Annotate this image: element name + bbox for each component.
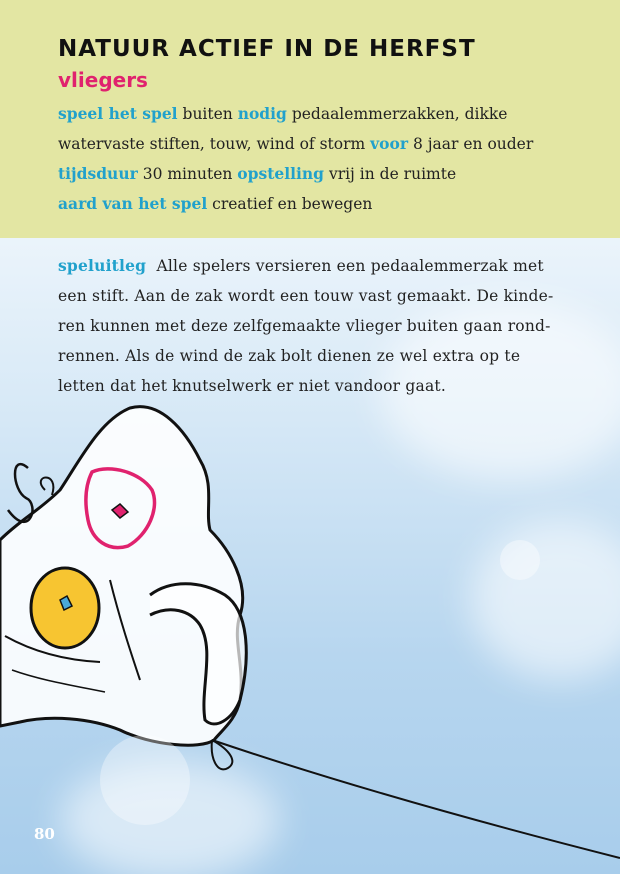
- bag-curl: [8, 464, 32, 522]
- uitleg-line: een stift. Aan de zak wordt een touw vast gemaakt. De kinde-: [58, 287, 554, 305]
- page-subtitle: vliegers: [58, 68, 148, 92]
- info-line-1: [58, 104, 507, 123]
- info-line-2: [58, 134, 533, 153]
- value-voor: 8 jaar en ouder: [412, 135, 534, 153]
- value-nodig-1: pedaalemmerzakken, dikke: [291, 105, 508, 123]
- value-spel: buiten: [182, 105, 233, 123]
- bag-kite-illustration: [0, 400, 620, 874]
- value-aard: creatief en bewegen: [212, 195, 373, 213]
- uitleg-line: rennen. Als de wind de zak bolt dienen ze wel extra op te: [58, 347, 521, 365]
- uitleg-text: Alle spelers versieren een pedaalemmerzak met: [156, 257, 544, 275]
- label-opstelling: opstelling: [237, 164, 324, 183]
- label-nodig: nodig: [237, 104, 287, 123]
- info-line-3: [58, 164, 456, 183]
- uitleg-line: [58, 251, 563, 281]
- label-spel: speel het spel: [58, 104, 178, 123]
- info-header: [0, 0, 620, 238]
- label-voor: voor: [370, 134, 409, 153]
- label-aard: aard van het spel: [58, 194, 208, 213]
- value-tijdsduur: 30 minuten: [142, 165, 233, 183]
- speluitleg-paragraph: [58, 251, 563, 401]
- page-title: NATUUR ACTIEF IN DE HERFST: [58, 36, 476, 62]
- lens-flare: [500, 540, 540, 580]
- uitleg-line: letten dat het knutselwerk er niet vandoor gaat.: [58, 377, 446, 395]
- label-tijdsduur: tijdsduur: [58, 164, 138, 183]
- kite-string: [212, 740, 620, 858]
- lens-flare: [100, 735, 190, 825]
- label-speluitleg: speluitleg: [58, 256, 147, 275]
- info-line-4: [58, 194, 372, 213]
- value-opstelling: vrij in de ruimte: [328, 165, 457, 183]
- page-number: 80: [34, 825, 55, 843]
- uitleg-line: ren kunnen met deze zelfgemaakte vlieger buiten gaan rond-: [58, 317, 551, 335]
- bag-curl: [41, 478, 54, 496]
- value-nodig-2: watervaste stiften, touw, wind of storm: [58, 135, 366, 153]
